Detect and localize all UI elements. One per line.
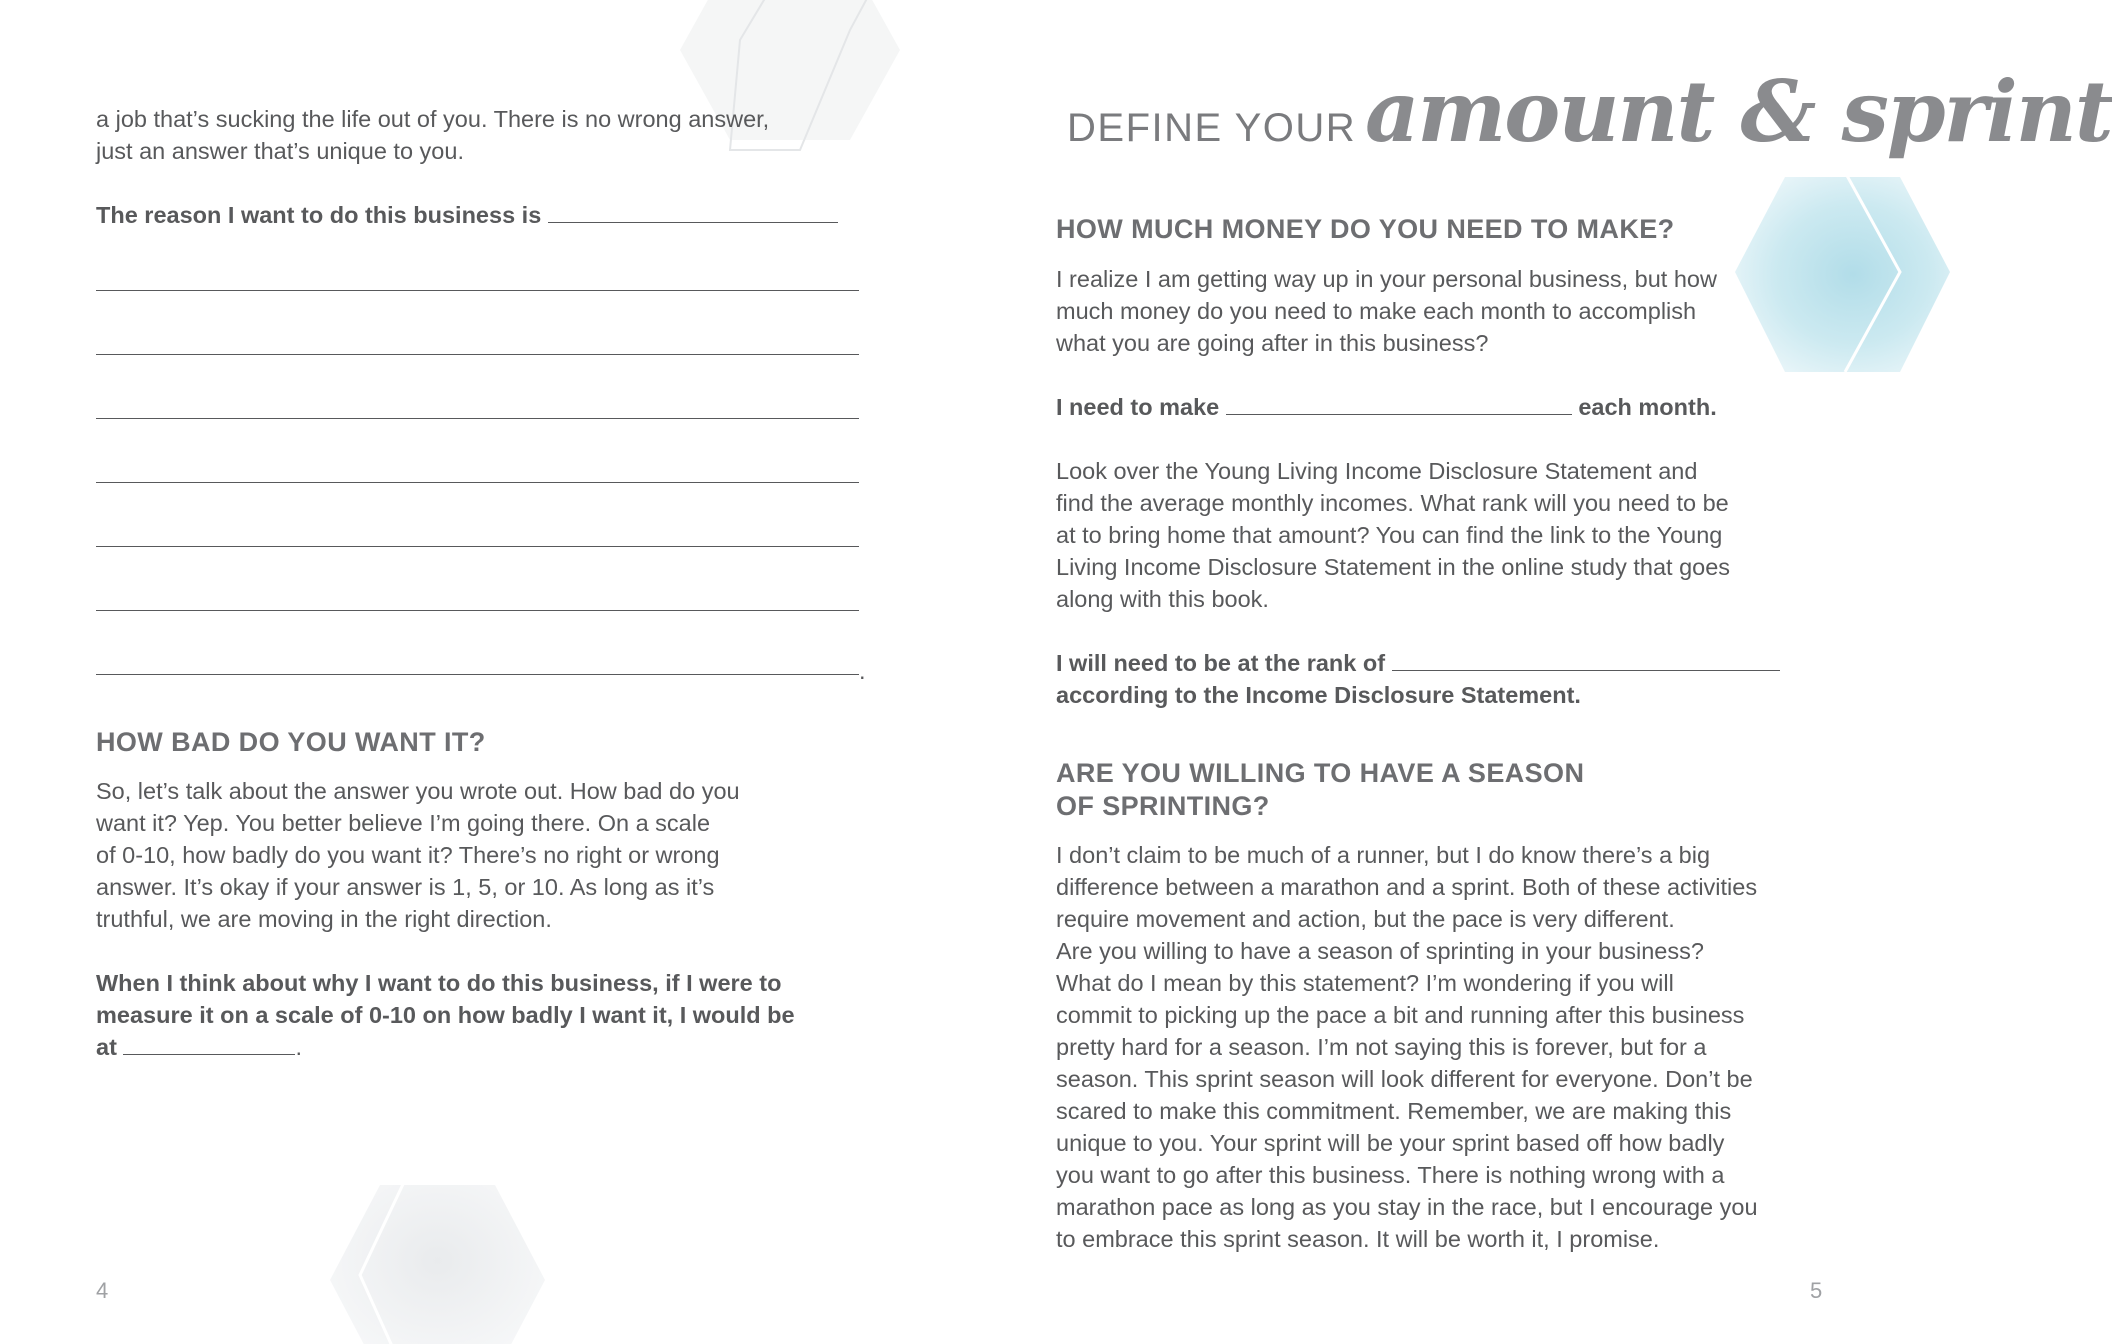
sprint-para-line-5: What do I mean by this statement? I’m wondering if you will: [1056, 970, 1674, 996]
watercolor-hexagon-decoration: [1725, 172, 1920, 377]
bad-para-line-1: So, let’s talk about the answer you wrote out. How bad do you: [96, 778, 740, 804]
bad-para-line-5: truthful, we are moving in the right direction.: [96, 906, 552, 932]
rank-prompt-start: I will need to be at the rank of: [1056, 650, 1386, 676]
reason-blank[interactable]: [548, 200, 838, 223]
page-title-script: amount & sprint: [1365, 62, 2112, 161]
bad-para-line-2: want it? Yep. You better believe I’m going there. On a scale: [96, 810, 711, 836]
sprint-para-line-4: Are you willing to have a season of sprinting in your business?: [1056, 938, 1704, 964]
answer-line-4[interactable]: [96, 482, 859, 483]
sprint-para-line-12: marathon pace as long as you stay in the race, but I encourage you: [1056, 1194, 1758, 1220]
intro-line-2: just an answer that’s unique to you.: [96, 138, 464, 164]
answer-line-5[interactable]: [96, 546, 859, 547]
answer-line-7[interactable]: [96, 674, 859, 675]
page-number-right: 5: [1810, 1278, 1823, 1303]
reason-prompt-label: The reason I want to do this business is: [96, 202, 542, 228]
right-page: [960, 0, 2112, 1344]
sprint-para-line-2: difference between a marathon and a sprint. Both of these activities: [1056, 874, 1758, 900]
answer-line-2[interactable]: [96, 354, 859, 355]
money-para-line-3: what you are going after in this business?: [1056, 330, 1489, 356]
sprint-para-line-3: require movement and action, but the pace is very different.: [1056, 906, 1675, 932]
scale-prompt-at: at: [96, 1034, 117, 1060]
answer-period: .: [859, 658, 866, 684]
reason-prompt: [96, 199, 838, 231]
scale-period: .: [295, 1034, 302, 1060]
money-para-line-2: much money do you need to make each month to accomplish: [1056, 298, 1697, 324]
scale-blank[interactable]: [123, 1032, 295, 1055]
intro-line-1: a job that’s sucking the life out of you. There is no wrong answer,: [96, 106, 770, 132]
need-prompt-end: each month.: [1578, 394, 1717, 420]
sprint-para-line-6: commit to picking up the pace a bit and running after this business: [1056, 1002, 1745, 1028]
scale-prompt-line-2: measure it on a scale of 0-10 on how badly I want it, I would be: [96, 1002, 795, 1028]
bad-para-line-4: answer. It’s okay if your answer is 1, 5, or 10. As long as it’s: [96, 874, 715, 900]
scale-prompt-line-1: When I think about why I want to do this business, if I were to: [96, 970, 782, 996]
page-title-caps: DEFINE YOUR: [1067, 106, 1357, 150]
money-para-line-1: I realize I am getting way up in your personal business, but how: [1056, 266, 1717, 292]
rank-prompt-line-1: [1056, 647, 1780, 679]
sprint-para-line-8: season. This sprint season will look different for everyone. Don’t be: [1056, 1066, 1753, 1092]
left-page: [0, 0, 960, 1344]
sprint-para-line-9: scared to make this commitment. Remember, we are making this: [1056, 1098, 1732, 1124]
need-prompt: [1056, 391, 1717, 423]
rank-prompt-line-2: according to the Income Disclosure Statement.: [1056, 682, 1581, 708]
need-prompt-start: I need to make: [1056, 394, 1220, 420]
sprint-para-line-7: pretty hard for a season. I’m not saying this is forever, but for a: [1056, 1034, 1707, 1060]
sprint-para-line-10: unique to you. Your sprint will be your sprint based off how badly: [1056, 1130, 1725, 1156]
hexagon-decoration-bottom: [320, 1180, 580, 1344]
heading-how-much-money: HOW MUCH MONEY DO YOU NEED TO MAKE?: [1056, 214, 1675, 244]
heading-season-line-1: ARE YOU WILLING TO HAVE A SEASON: [1056, 758, 1585, 788]
answer-line-1[interactable]: [96, 290, 859, 291]
sprint-para-line-1: I don’t claim to be much of a runner, but I do know there’s a big: [1056, 842, 1711, 868]
page-number-left: 4: [96, 1278, 109, 1303]
income-para-line-5: along with this book.: [1056, 586, 1269, 612]
rank-blank[interactable]: [1392, 648, 1780, 671]
income-para-line-4: Living Income Disclosure Statement in the online study that goes: [1056, 554, 1731, 580]
scale-prompt-line-3: [96, 1031, 302, 1063]
sprint-para-line-13: to embrace this sprint season. It will be worth it, I promise.: [1056, 1226, 1660, 1252]
income-para-line-3: at to bring home that amount? You can find the link to the Young: [1056, 522, 1723, 548]
answer-line-3[interactable]: [96, 418, 859, 419]
hexagon-decoration-top: [670, 0, 910, 175]
sprint-para-line-11: you want to go after this business. There is nothing wrong with a: [1056, 1162, 1725, 1188]
heading-how-bad: HOW BAD DO YOU WANT IT?: [96, 727, 486, 757]
bad-para-line-3: of 0-10, how badly do you want it? There’s no right or wrong: [96, 842, 720, 868]
income-para-line-1: Look over the Young Living Income Disclosure Statement and: [1056, 458, 1698, 484]
answer-line-6[interactable]: [96, 610, 859, 611]
income-para-line-2: find the average monthly incomes. What rank will you need to be: [1056, 490, 1729, 516]
heading-season-line-2: OF SPRINTING?: [1056, 791, 1270, 821]
need-amount-blank[interactable]: [1226, 392, 1572, 415]
